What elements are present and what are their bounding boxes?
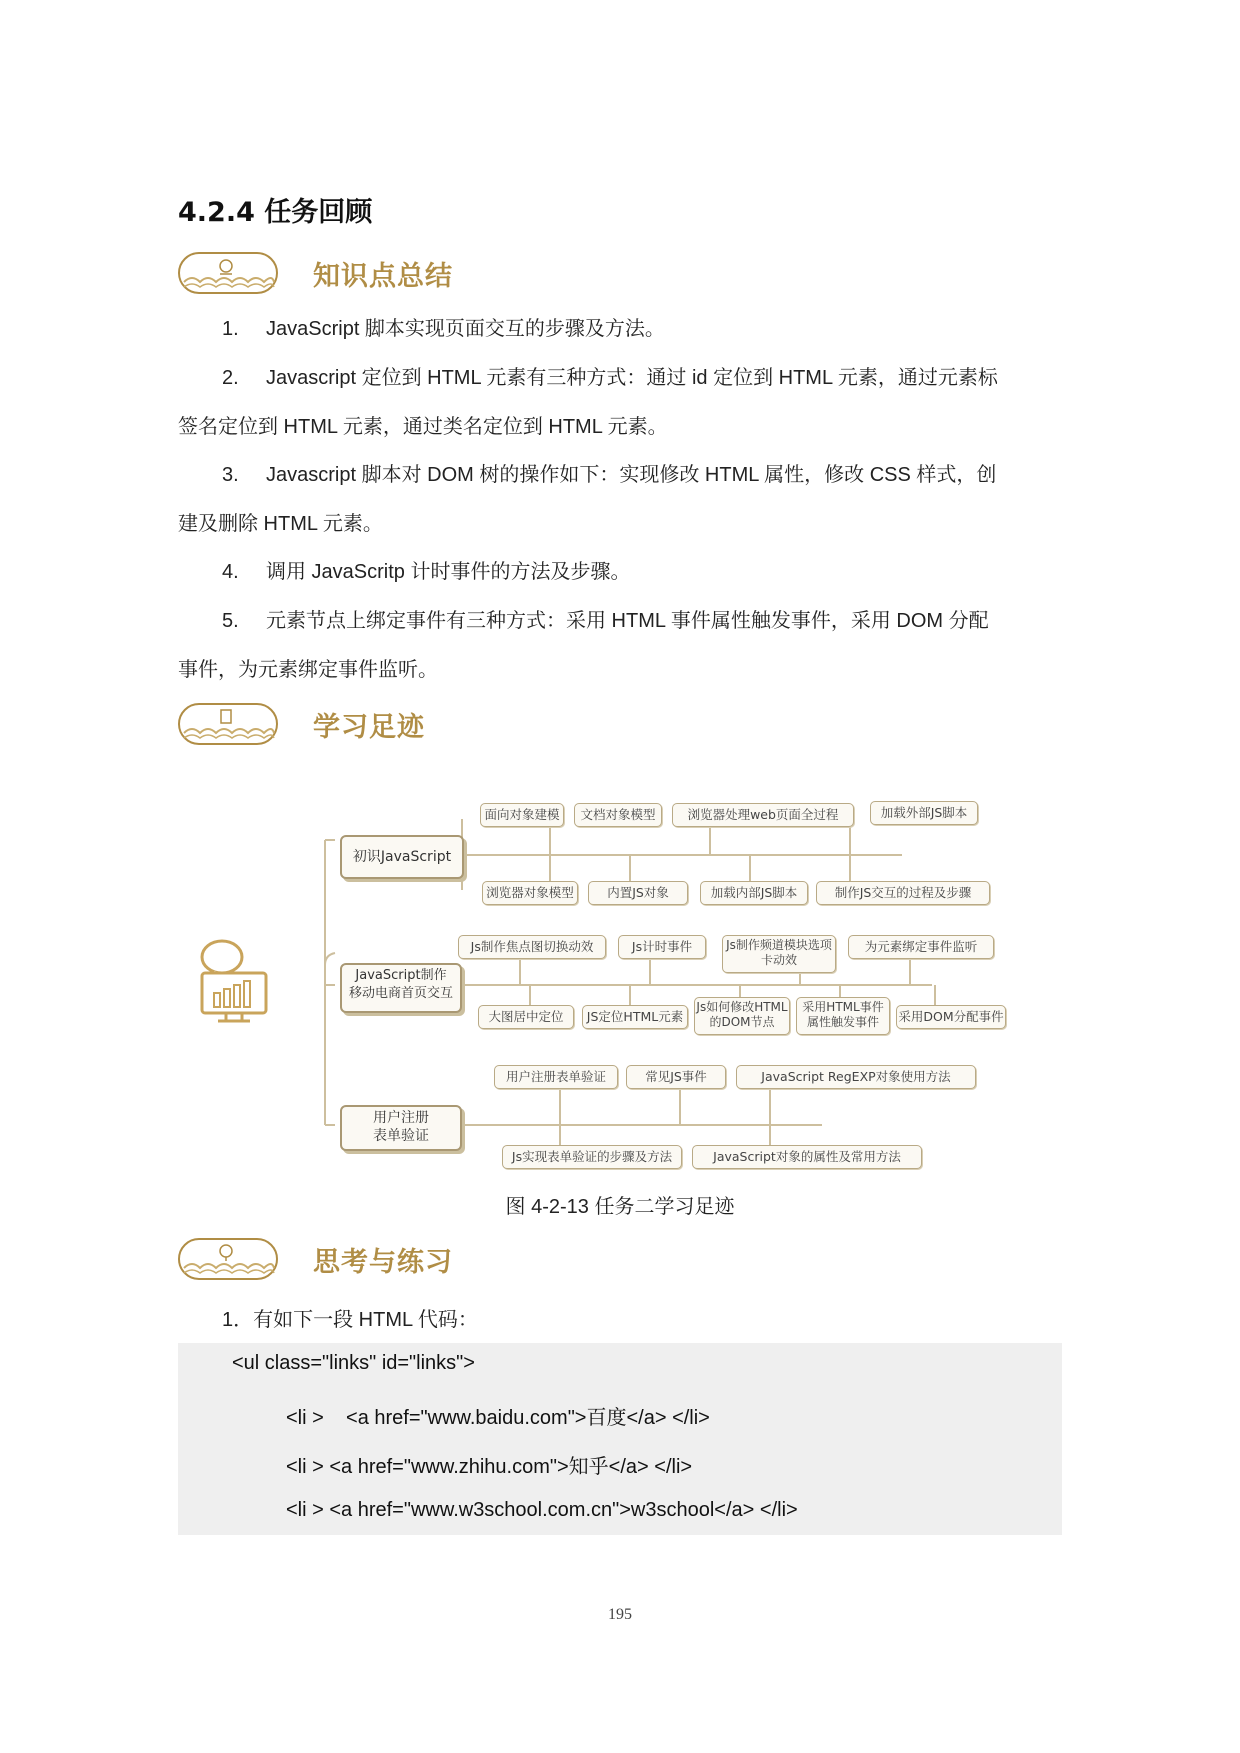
practice-label: 思考与练习	[313, 1247, 453, 1278]
monitor-chart-icon	[198, 935, 270, 1023]
code-line: <li > <a href="www.w3school.com.cn">w3school</a> </li>	[286, 1499, 798, 1521]
node: 面向对象建模	[480, 803, 564, 827]
learning-footprint-label: 学习足迹	[313, 712, 425, 743]
node: 浏览器处理web页面全过程	[672, 803, 854, 827]
node: Js制作频道模块选项卡动效	[722, 935, 836, 973]
ornament-badge-icon	[178, 703, 278, 745]
mindmap	[190, 795, 1050, 1175]
page-number: 195	[608, 1606, 632, 1623]
node: Js制作焦点图切换动效	[458, 935, 606, 959]
code-line: <ul class="links" id="links">	[232, 1352, 475, 1374]
practice-question: 1．有如下一段 HTML 代码：	[222, 1309, 478, 1331]
node: 采用HTML事件属性触发事件	[796, 997, 890, 1035]
node: JavaScript对象的属性及常用方法	[692, 1145, 922, 1169]
code-block	[178, 1343, 1062, 1535]
node: 内置JS对象	[588, 881, 688, 905]
knowledge-point-3: 3. Javascript 脚本对 DOM 树的操作如下：实现修改 HTML 属性，修改 CSS 样式，创 建及删除 HTML 元素。	[178, 464, 997, 535]
knowledge-point-4: 4. 调用 JavaScritp 计时事件的方法及步骤。	[222, 561, 631, 583]
node: 浏览器对象模型	[482, 881, 578, 905]
node: 加载外部JS脚本	[870, 801, 978, 825]
knowledge-point-5: 5. 元素节点上绑定事件有三种方式：采用 HTML 事件属性触发事件，采用 DOM 分配 事件，为元素绑定事件监听。	[178, 610, 989, 681]
node: Js如何修改HTML的DOM节点	[694, 997, 790, 1035]
node: JavaScript RegEXP对象使用方法	[736, 1065, 976, 1089]
knowledge-point-1: 1. JavaScript 脚本实现页面交互的步骤及方法。	[222, 318, 665, 340]
mindmap-connectors	[190, 795, 1050, 1175]
section-heading: 4.2.4 任务回顾	[178, 197, 373, 228]
ornament-badge-icon	[178, 1238, 278, 1280]
node: Js计时事件	[618, 935, 706, 959]
branch-mobile-ecommerce: JavaScript制作 移动电商首页交互	[340, 963, 462, 1013]
node: 用户注册表单验证	[494, 1065, 618, 1089]
figure-caption: 图 4-2-13 任务二学习足迹	[505, 1196, 735, 1218]
node: 常见JS事件	[626, 1065, 726, 1089]
code-line: <li > <a href="www.baidu.com">百度</a> </li>	[286, 1407, 710, 1429]
node: 采用DOM分配事件	[896, 1005, 1006, 1029]
ornament-badge-icon	[178, 252, 278, 294]
node: Js实现表单验证的步骤及方法	[502, 1145, 682, 1169]
knowledge-summary-label: 知识点总结	[313, 261, 453, 292]
knowledge-point-2: 2. Javascript 定位到 HTML 元素有三种方式：通过 id 定位到 HTML 元素，通过元素标 签名定位到 HTML 元素，通过类名定位到 HTML 元素。	[178, 367, 998, 438]
code-line: <li > <a href="www.zhihu.com">知乎</a> </li>	[286, 1456, 693, 1478]
node: 文档对象模型	[574, 803, 662, 827]
node: 制作JS交互的过程及步骤	[816, 881, 990, 905]
node: JS定位HTML元素	[582, 1005, 688, 1029]
branch-js-intro: 初识JavaScript	[340, 835, 464, 879]
node: 大图居中定位	[478, 1005, 574, 1029]
node: 加载内部JS脚本	[700, 881, 808, 905]
node: 为元素绑定事件监听	[848, 935, 994, 959]
branch-registration-validation: 用户注册 表单验证	[340, 1105, 462, 1151]
